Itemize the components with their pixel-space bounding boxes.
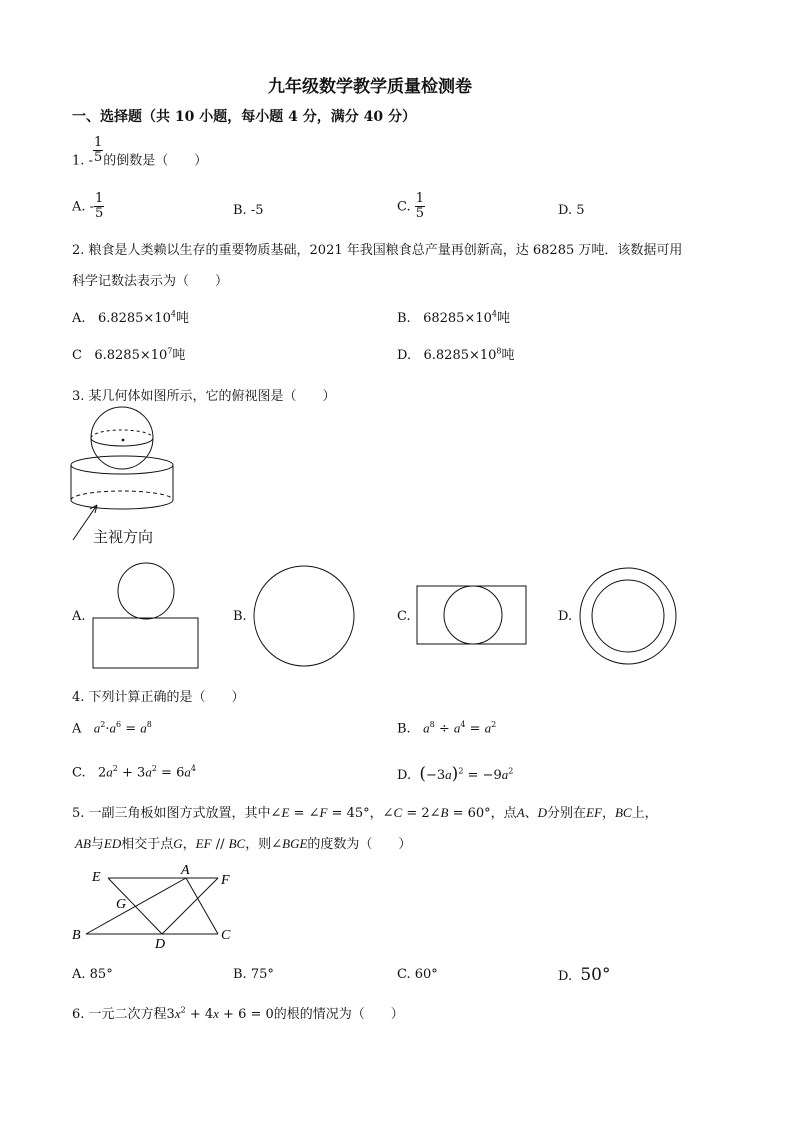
q1-option-c-den: 5: [415, 206, 425, 222]
rectangle-shape: [93, 618, 198, 668]
segment-AC: [186, 878, 218, 934]
q4-option-d[interactable]: D. $(-3a)^2 = -9a^2$: [397, 764, 514, 784]
q5-line2-b: 相交于点: [121, 837, 174, 852]
q5-line1-c: 分别在: [547, 806, 587, 821]
inner-circle-shape: [592, 580, 664, 652]
sphere-equator-back: [91, 430, 153, 438]
q1-option-a[interactable]: [72, 192, 104, 222]
cylinder-bottom-back: [71, 491, 173, 500]
q2-option-c-base: 6.8285×10: [94, 348, 168, 363]
q4-option-d-label: D.: [397, 768, 412, 783]
q2-option-b[interactable]: [397, 307, 510, 326]
point-A-label: A: [181, 863, 190, 878]
point-D-label: D: [155, 937, 166, 952]
q1-fraction: [93, 136, 103, 166]
q6-text: 6. 一元二次方程$3x^2 + 4x + 6 = 0$的根的情况为（ ）: [72, 1005, 404, 1022]
q3-option-c-label[interactable]: C.: [397, 609, 411, 624]
triangle-set-figure: [68, 862, 248, 954]
q4-option-c-label: C.: [72, 765, 86, 781]
rectangle-shape: [417, 586, 526, 644]
point-G-label: G: [116, 897, 127, 912]
q3-text: 3. 某几何体如图所示，它的俯视图是（ ）: [72, 389, 336, 404]
q5-option-a[interactable]: A. 85°: [72, 967, 113, 982]
q2-option-b-exp: 4: [491, 309, 497, 319]
q5-line2-a: 与: [90, 837, 104, 852]
q1-option-a-den: 5: [95, 206, 104, 222]
q1-option-c-label: C.: [397, 199, 411, 215]
q2-option-a-label: A.: [72, 311, 86, 326]
q2-line-2: 科学记数法表示为（ ）: [72, 274, 229, 289]
q2-option-d[interactable]: [397, 344, 515, 363]
q5-line2-d: ，则: [245, 837, 272, 852]
q1-option-a-fraction: [94, 192, 104, 222]
cylinder-top: [71, 456, 173, 474]
point-C-label: C: [221, 928, 231, 943]
q5-line1-a: 5. 一副三角板如图方式放置，其中: [72, 806, 271, 821]
q3-option-d-figure[interactable]: [578, 566, 680, 668]
q1-option-a-num: 1: [95, 191, 104, 206]
q3-option-d-label[interactable]: D.: [558, 609, 573, 624]
q3-option-b-figure[interactable]: [252, 565, 357, 670]
q6-suffix: 的根的情况为（ ）: [273, 1007, 404, 1022]
q1-option-c-fraction: [415, 192, 425, 222]
section-heading: 一、选择题（共 10 小题，每小题 4 分，满分 40 分）: [72, 109, 416, 125]
q2-option-d-base: 6.8285×10: [423, 348, 497, 363]
q5-line1-b: ，点: [490, 806, 517, 821]
q3-option-c-figure[interactable]: [416, 585, 528, 647]
cylinder-bottom-front: [71, 500, 173, 509]
circle-shape: [254, 566, 354, 666]
q2-option-a-unit: 吨: [175, 311, 189, 326]
q5-option-d[interactable]: [558, 965, 611, 985]
q5-line-2: AB与ED相交于点G，EF // BC，则∠BGE的度数为（ ）: [75, 836, 412, 852]
q2-option-d-exp: 8: [496, 346, 502, 356]
q1-option-c-num: 1: [415, 191, 425, 206]
q5-line2-e: 的度数为（ ）: [307, 837, 412, 852]
q4-text: 4. 下列计算正确的是（ ）: [72, 690, 245, 705]
q5-option-d-label: D.: [558, 969, 573, 984]
q4-option-b[interactable]: B. $a^8 \div a^4 = a^2$: [397, 720, 497, 737]
q5-option-b[interactable]: B. 75°: [233, 967, 274, 982]
q2-option-a[interactable]: [72, 307, 189, 326]
q1-option-a-label: A. -: [72, 199, 95, 215]
sphere-outline: [91, 407, 153, 469]
q3-option-b-label[interactable]: B.: [233, 609, 247, 624]
q6-prefix: 6. 一元二次方程: [72, 1007, 167, 1022]
q1-option-c[interactable]: [397, 192, 425, 222]
q2-option-d-label: D.: [397, 348, 412, 363]
q2-option-c[interactable]: [72, 344, 185, 363]
circle-shape: [444, 586, 502, 644]
q4-option-a-label: A: [72, 721, 82, 737]
q5-line2-c: ，: [182, 837, 196, 852]
q5-option-c[interactable]: C. 60°: [397, 967, 438, 982]
q1-fraction-den: 5: [93, 150, 103, 166]
q4-option-a[interactable]: A $a^2\cdot a^6 = a^8$: [72, 720, 152, 737]
q2-option-b-label: B.: [397, 311, 411, 326]
q1-suffix: 的倒数是（ ）: [103, 153, 208, 169]
q2-option-d-unit: 吨: [501, 348, 515, 363]
q2-option-c-exp: 7: [167, 346, 173, 356]
q1-option-b[interactable]: B. -5: [233, 203, 264, 218]
q5-option-d-value: 50°: [580, 965, 611, 985]
q2-option-b-unit: 吨: [496, 311, 510, 326]
q2-option-a-base: 6.8285×10: [97, 311, 171, 326]
outer-circle-shape: [580, 568, 676, 664]
question-1: [72, 136, 207, 168]
q5-line-1: 5. 一副三角板如图方式放置，其中∠E = ∠F = 45°，∠C = 2∠B = 60°，点A、D分别在EF，BC上，: [72, 805, 658, 821]
q2-line-1: 2. 粮食是人类赖以生存的重要物质基础，2021 年我国粮食总产量再创新高，达 68285 万吨．该数据可用: [72, 243, 683, 258]
view-direction-label: 主视方向: [93, 528, 154, 546]
point-B-label: B: [72, 928, 81, 943]
q3-option-a-label[interactable]: A.: [72, 609, 86, 624]
circle-shape: [118, 563, 174, 619]
q4-option-b-label: B.: [397, 721, 411, 737]
q4-option-c[interactable]: C. $2a^2 + 3a^2 = 6a^4$: [72, 764, 196, 781]
q1-prefix: 1. -: [72, 153, 93, 169]
q5-line1-d: 上，: [631, 806, 658, 821]
point-F-label: F: [221, 873, 230, 888]
q1-option-d[interactable]: D. 5: [558, 203, 585, 218]
q3-option-a-figure[interactable]: [92, 562, 202, 672]
q2-option-a-exp: 4: [170, 309, 176, 319]
q2-option-c-label: C: [72, 348, 82, 363]
page-title: 九年级数学教学质量检测卷: [268, 77, 472, 97]
sphere-center-dot: [122, 439, 125, 442]
q1-fraction-num: 1: [93, 135, 103, 150]
q2-option-b-base: 68285×10: [423, 311, 492, 326]
point-E-label: E: [92, 870, 101, 885]
q2-option-c-unit: 吨: [172, 348, 186, 363]
